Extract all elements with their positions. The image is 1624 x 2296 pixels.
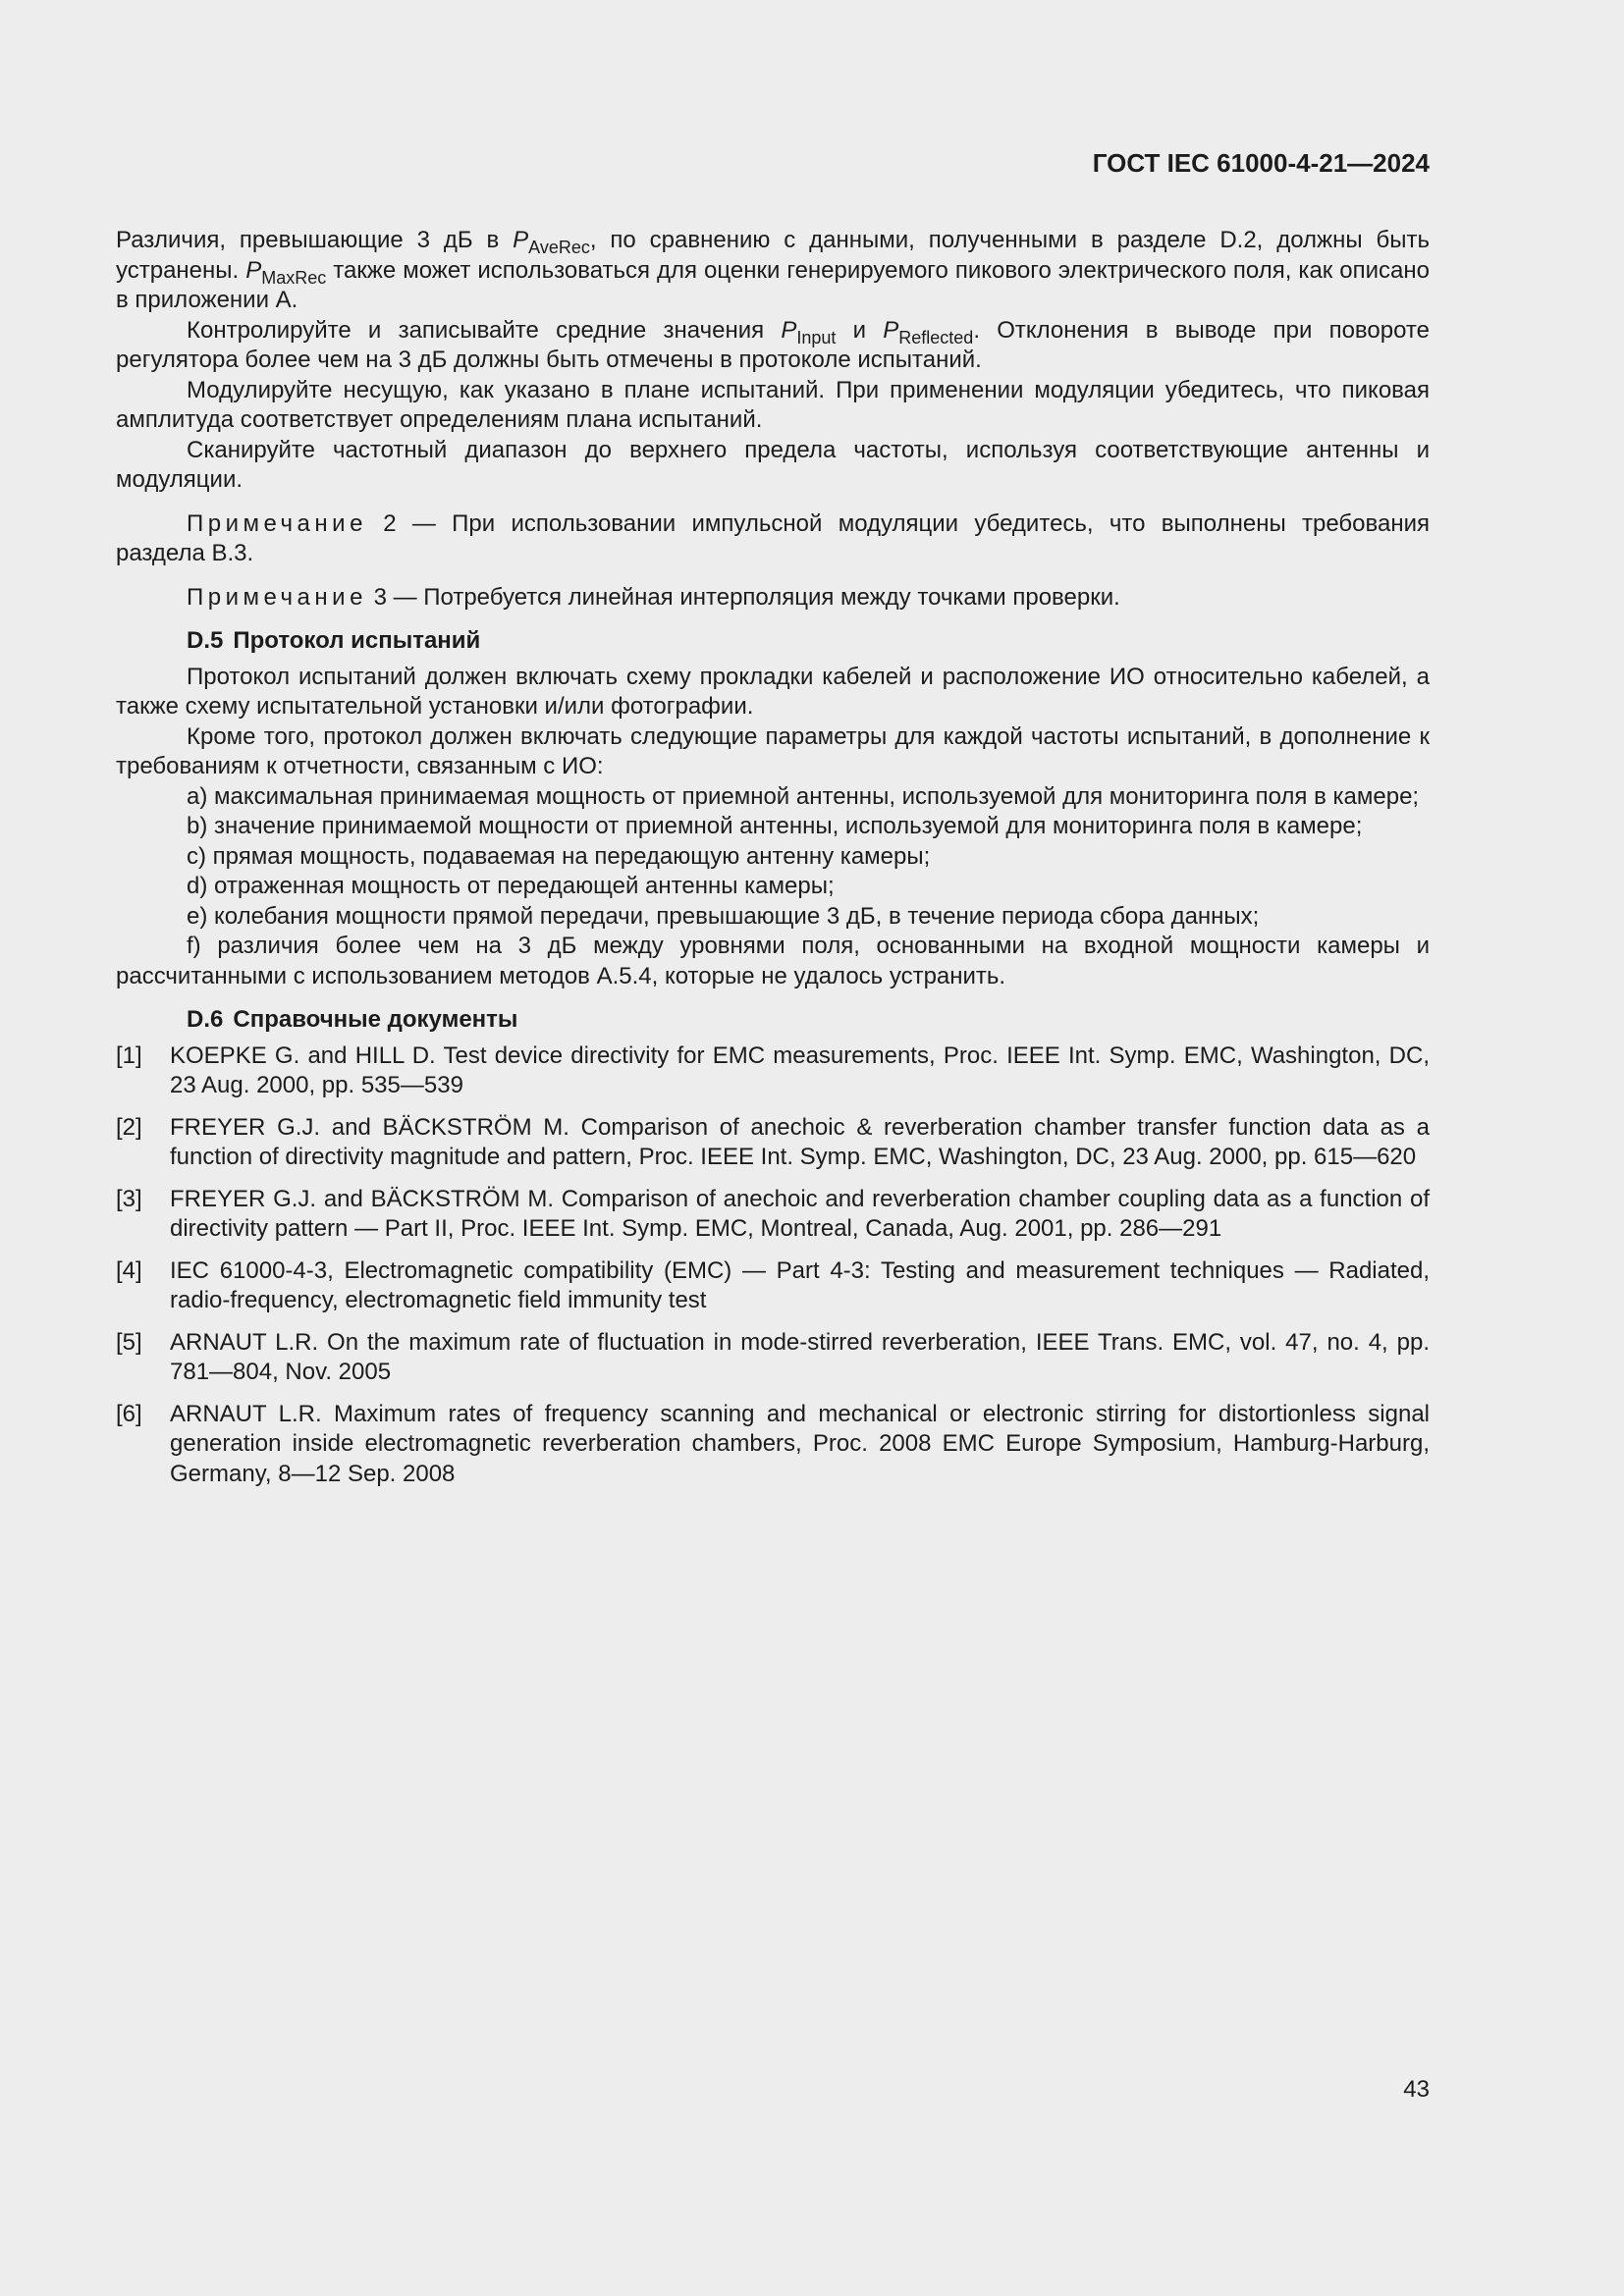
d5-list-item: a) максимальная принимаемая мощность от приемной антенны, используемой для мониторинга поля в камере; xyxy=(187,782,1420,810)
d5-list-item: b) значение принимаемой мощности от приемной антенны, используемой для мониторинга поля в камере; xyxy=(187,813,1363,839)
d5-list-item: d) отраженная мощность от передающей антенны камеры; xyxy=(187,873,835,899)
d5-list-item: c) прямая мощность, подаваемая на передающую антенну камеры; xyxy=(187,842,931,870)
reference-list xyxy=(116,1041,1430,1490)
note-3: Примечание 3 — Потребуется линейная интерполяция между точками проверки. xyxy=(187,583,1120,611)
section-heading-d5: D.5 Протокол испытаний xyxy=(187,627,481,654)
note-2: Примечание 2 — При использовании импульсной модуляции убедитесь, что выполнены требования раздела В.3. xyxy=(116,509,1430,566)
d5-list-item: e) колебания мощности прямой передачи, превышающие 3 дБ, в течение периода сбора данных; xyxy=(187,902,1260,930)
paragraph-monitor: Контролируйте и записывайте средние значения $P_{Input}$ и $P_{Reflected}$. Отклонения в выводе при повороте регулятора более чем на 3 дБ должны быть отмечены в протоколе испытаний. xyxy=(116,316,1430,373)
reference-item: [2] FREYER G.J. and BÄCKSTRÖM M. Comparison of anechoic & reverberation chamber transfer function data as a function of directivity magnitude and pattern, Proc. IEEE Int. Symp. EMC, Washington, DC, 23 Aug. 2000, pp. 615—620 xyxy=(116,1113,1430,1170)
paragraph-differences: Различия, превышающие 3 дБ в $P_{AveRec}$, по сравнению с данными, полученными в разделе D.2, должны быть устранены. $P_{MaxRec}$ также может использоваться для оценки генерируемого пикового электрического поля, как описано в приложении А. xyxy=(116,227,1431,313)
paragraph-modulate: Модулируйте несущую, как указано в плане испытаний. При применении модуляции убедитесь, что пиковая амплитуда соответствует определениям плана испытаний. xyxy=(116,376,1430,433)
reference-item: [5] ARNAUT L.R. On the maximum rate of fluctuation in mode-stirred reverberation, IEEE Trans. EMC, vol. 47, no. 4, pp. 781—804, Nov. 2005 xyxy=(116,1328,1430,1385)
d5-list-item: f) различия более чем на 3 дБ между уровнями поля, основанными на входной мощности камеры и рассчитанными с использованием методов А.5.4, которые не удалось устранить. xyxy=(116,933,1430,989)
section-heading-d6: D.6 Справочные документы xyxy=(187,1006,518,1033)
page-content xyxy=(116,226,1430,1501)
d5-paragraph-2: Кроме того, протокол должен включать следующие параметры для каждой частоты испытаний, в дополнение к требованиям к отчетности, связанным с ИО: xyxy=(116,722,1430,779)
reference-item: [1] KOEPKE G. and HILL D. Test device directivity for EMC measurements, Proc. IEEE Int. Symp. EMC, Washington, DC, 23 Aug. 2000, pp. 535—539 xyxy=(116,1041,1430,1098)
document-header: ГОСТ IEC 61000-4-21—2024 xyxy=(1092,148,1430,178)
reference-item: [4] IEC 61000-4-3, Electromagnetic compatibility (EMC) — Part 4-3: Testing and measurement techniques — Radiated, radio-frequency, electromagnetic field immunity test xyxy=(116,1256,1430,1313)
reference-item: [6] ARNAUT L.R. Maximum rates of frequency scanning and mechanical or electronic stirring for distortionless signal generation inside electromagnetic reverberation chambers, Proc. 2008 EMC Europe Symposium, Hamburg-Harburg, Germany, 8—12 Sep. 2008 xyxy=(116,1400,1430,1487)
d5-paragraph-1: Протокол испытаний должен включать схему прокладки кабелей и расположение ИО относительно кабелей, а также схему испытательной установки и/или фотографии. xyxy=(116,663,1430,720)
reference-item: [3] FREYER G.J. and BÄCKSTRÖM M. Comparison of anechoic and reverberation chamber coupling data as a function of directivity pattern — Part II, Proc. IEEE Int. Symp. EMC, Montreal, Canada, Aug. 2001, pp. 286—291 xyxy=(116,1185,1430,1242)
paragraph-scan: Сканируйте частотный диапазон до верхнего предела частоты, используя соответствующие антенны и модуляции. xyxy=(116,436,1430,493)
page-number: 43 xyxy=(1403,2076,1430,2103)
